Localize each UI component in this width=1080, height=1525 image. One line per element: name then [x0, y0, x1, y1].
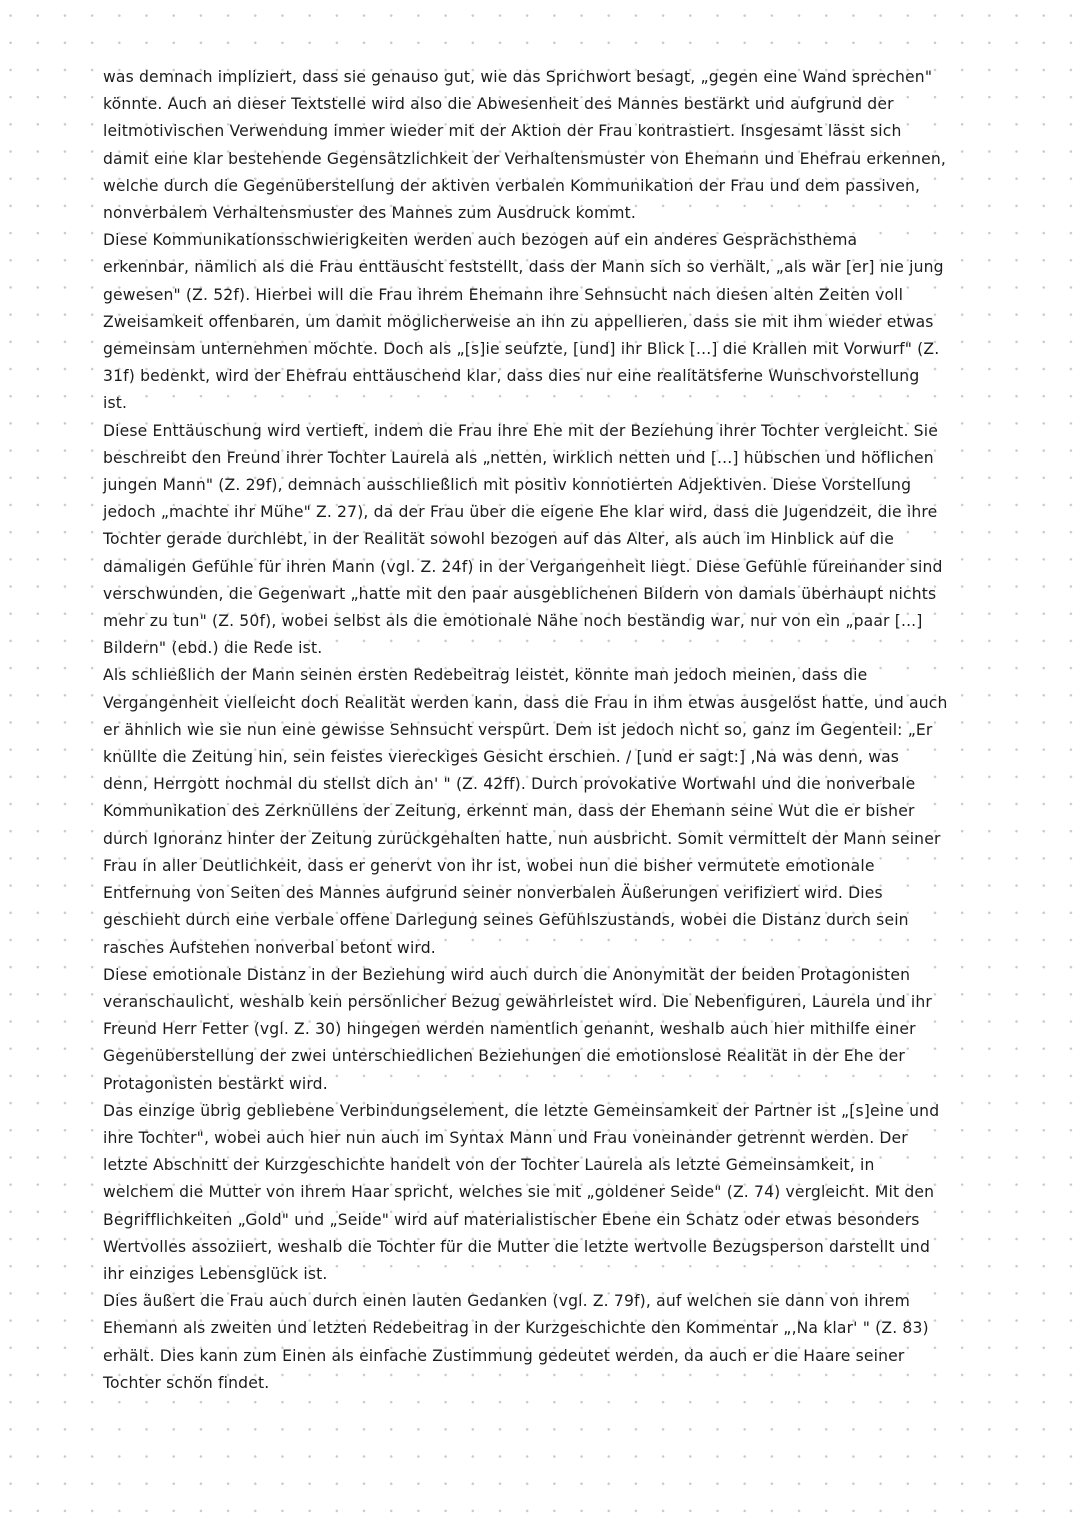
paragraph-communication-difficulties: Diese Kommunikationsschwierigkeiten werden auch bezogen auf ein anderes Gesprächsthema erkennbar, nämlich als die Frau enttäuscht feststellt, dass der Mann sich so verhält, „als wär [er] nie jung gewesen" (Z. 52f). Hierbei will die Frau ihrem Ehemann ihre Sehnsucht nach diesen alten Zeiten voll Zweisamkeit offenbaren, um damit möglicherweise an ihn zu appellieren, dass sie mit ihm wieder etwas gemeinsam unternehmen möchte. Doch als „[s]ie seufzte, [und] ihr Blick [...] die Krallen mit Vorwurf" (Z. 31f) bedenkt, wird der Ehefrau enttäuschend klar, dass dies nur eine realitätsferne Wunschvorstellung ist.	[103, 231, 944, 413]
paragraph-anonymity: Diese emotionale Distanz in der Beziehung wird auch durch die Anonymität der beiden Protagonisten veranschaulicht, weshalb kein persönlicher Bezug gewährleistet wird. Die Nebenfiguren, Laurela und ihr Freund Herr Fetter (vgl. Z. 30) hingegen werden namentlich genannt, weshalb auch hier mithilfe einer Gegenüberstellung der zwei unterschiedlichen Beziehungen die emotionslose Realität in der Ehe der Protagonisten bestärkt wird.	[103, 965, 932, 1093]
handwritten-essay-page	[103, 64, 948, 1397]
paragraph-last-connection: Das einzige übrig gebliebene Verbindungselement, die letzte Gemeinsamkeit der Partner ist „[s]eine und ihre Tochter", wobei auch hier nun auch im Syntax Mann und Frau voneinander getrennt werden. Der letzte Abschnitt der Kurzgeschichte handelt von der Tochter Laurela als letzte Gemeinsamkeit, in welchem die Mutter von ihrem Haar spricht, welches sie mit „goldener Seide" (Z. 74) vergleicht. Mit den Begrifflichkeiten „Gold" und „Seide" wird auf materialistischer Ebene ein Schatz oder etwas besonders Wertvolles assoziiert, weshalb die Tochter für die Mutter die letzte wertvolle Bezugsperson darstellt und ihr einziges Lebensglück ist.	[103, 1101, 940, 1283]
paragraph-loud-thought: Dies äußert die Frau auch durch einen lauten Gedanken (vgl. Z. 79f), auf welchen sie dann von ihrem Ehemann als zweiten und letzten Redebeitrag in der Kurzgeschichte den Kommentar „‚Na klar' " (Z. 83) erhält. Dies kann zum Einen als einfache Zustimmung gedeutet werden, da auch er die Haare seiner Tochter schön findet.	[103, 1292, 929, 1392]
paragraph-disappointment-daughter: Diese Enttäuschung wird vertieft, indem die Frau ihre Ehe mit der Beziehung ihrer Tochter vergleicht. Sie beschreibt den Freund ihrer Tochter Laurela als „netten, wirklich netten und [...] hübschen und höflichen jungen Mann" (Z. 29f), demnach ausschließlich mit positiv konnotierten Adjektiven. Diese Vorstellung jedoch „machte ihr Mühe" Z. 27), da der Frau über die eigene Ehe klar wird, dass die Jugendzeit, die ihre Tochter gerade durchlebt, in der Realität sowohl bezogen auf das Alter, als auch im Hinblick auf die damaligen Gefühle für ihren Mann (vgl. Z. 24f) in der Vergangenheit liegt. Diese Gefühle füreinander sind verschwunden, die Gegenwart „hatte mit den paar ausgeblichenen Bildern von damals überhaupt nichts mehr zu tun" (Z. 50f), wobei selbst als die emotionale Nähe noch beständig war, nur von ein „paar [...] Bildern" (ebd.) die Rede ist.	[103, 421, 943, 658]
paragraph-contrast-behavior: was demnach impliziert, dass sie genauso gut, wie das Sprichwort besagt, „gegen eine Wand sprechen" könnte. Auch an dieser Textstelle wird also die Abwesenheit des Mannes bestärkt und aufgrund der leitmotivischen Verwendung immer wieder mit der Aktion der Frau kontrastiert. Insgesamt lässt sich damit eine klar bestehende Gegensätzlichkeit der Verhaltensmuster von Ehemann und Ehefrau erkennen, welche durch die Gegenüberstellung der aktiven verbalen Kommunikation der Frau und dem passiven, nonverbalem Verhaltensmuster des Mannes zum Ausdruck kommt.	[103, 68, 947, 223]
paragraph-husband-first-remark: Als schließlich der Mann seinen ersten Redebeitrag leistet, könnte man jedoch meinen, dass die Vergangenheit vielleicht doch Realität werden kann, dass die Frau in ihm etwas ausgelöst hatte, und auch er ähnlich wie sie nun eine gewisse Sehnsucht verspürt. Dem ist jedoch nicht so, ganz im Gegenteil: „Er knüllte die Zeitung hin, sein feistes viereckiges Gesicht erschien. / [und er sagt:] ‚Na was denn, was denn, Herrgott nochmal du stellst dich an' " (Z. 42ff). Durch provokative Wortwahl und die nonverbale Kommunikation des Zerknüllens der Zeitung, erkennt man, dass der Ehemann seine Wut die er bisher durch Ignoranz hinter der Zeitung zurückgehalten hatte, nun ausbricht. Somit vermittelt der Mann seiner Frau in aller Deutlichkeit, dass er genervt von ihr ist, wobei nun die bisher vermutete emotionale Entfernung von Seiten des Mannes aufgrund seiner nonverbalen Äußerungen verifiziert wird. Dies geschieht durch eine verbale offene Darlegung seines Gefühlszustands, wobei die Distanz durch sein rasches Aufstehen nonverbal betont wird.	[103, 666, 948, 957]
